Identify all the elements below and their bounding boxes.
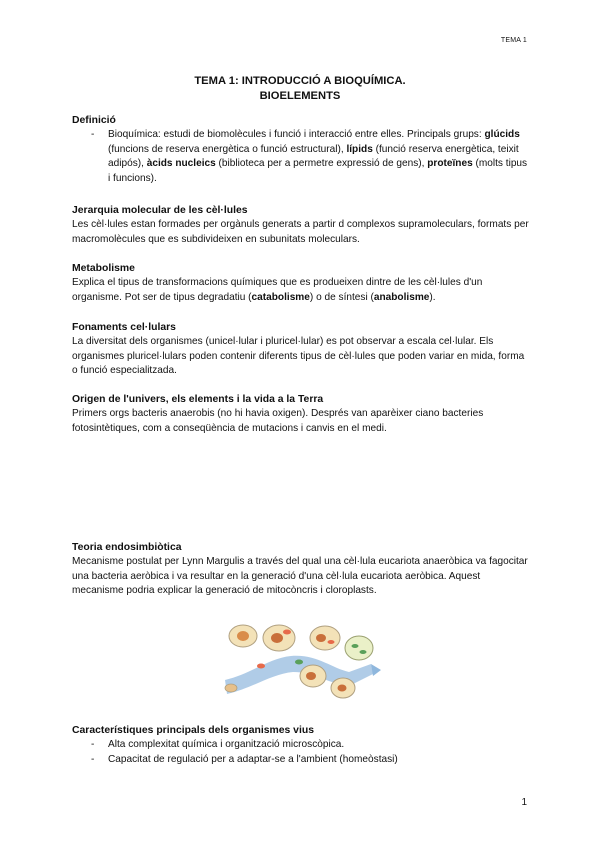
section-caracteristiques xyxy=(72,724,530,767)
running-header: TEMA 1 xyxy=(500,37,527,44)
mitochondrion xyxy=(328,640,335,644)
list-item: - Alta complexitat química i organització microscòpica. xyxy=(72,738,530,752)
paragraph: Explica el tipus de transformacions químiques que es produeixen dintre de les cèl·lules d'un organisme. Pot ser de tipus degradatiu (catabolisme) o de síntesi (anabolisme). xyxy=(72,277,483,303)
heading-origen: Origen de l'univers, els elements i la vida a la Terra xyxy=(72,394,324,405)
cyanobacterium xyxy=(295,660,303,665)
caracteristiques-list xyxy=(72,738,530,767)
section-jerarquia xyxy=(72,204,530,247)
cell-nucleus xyxy=(306,672,316,680)
paragraph: Primers orgs bacteris anaerobis (no hi havia oxigen). Després van aparèixer ciano bacteries fotosintètiques, com a conseqüència de mutacions i canvis en el medi. xyxy=(72,408,484,434)
list-item: - Bioquímica: estudi de biomolècules i funció i interacció entre elles. Principals grups: glúcids (funcions de reserva energètica o funció estructural), lípids (funció reserva energètica, teixit adipós), àcids nucleics (biblioteca per a permetre expressió de gens), proteïnes (molts tipus i funcions). xyxy=(91,129,528,184)
bold-term: anabolisme xyxy=(373,291,430,303)
section-teoria xyxy=(72,541,530,599)
bacterium xyxy=(283,630,291,635)
dash-bullet: - xyxy=(91,739,95,751)
bold-term: àcids nucleics xyxy=(146,158,216,170)
heading-jerarquia: Jerarquia molecular de les cèl·lules xyxy=(72,205,248,216)
bold-term: proteïnes xyxy=(427,158,473,170)
heading-caracteristiques: Característiques principals dels organismes vius xyxy=(72,725,314,736)
cell-plant xyxy=(345,636,373,660)
prokaryote xyxy=(225,684,237,692)
title-line-2: BIOELEMENTS xyxy=(259,89,341,102)
section-metabolisme xyxy=(72,262,530,305)
section-definicio xyxy=(72,114,530,186)
page-title xyxy=(0,74,600,103)
bold-term: glúcids xyxy=(484,129,520,141)
paragraph: La diversitat dels organismes (unicel·lular i pluricel·lular) es pot observar a escala cel·lular. Els organismes pluricel·lulars poden contenir diferents tipus de cèl·lules que poden variar en mida, forma o funció especialitzada. xyxy=(72,336,525,377)
chloroplast xyxy=(352,644,359,648)
definicio-list xyxy=(72,128,530,186)
heading-metabolisme: Metabolisme xyxy=(72,263,135,274)
endosymbiosis-illustration xyxy=(221,614,381,704)
title-line-1: TEMA 1: INTRODUCCIÓ A BIOQUÍMICA. xyxy=(194,75,406,87)
paragraph: Mecanisme postulat per Lynn Margulis a través del qual una cèl·lula eucariota anaeròbica va fagocitar una bacteria aeròbica i va resultar en la generació d'una cèl·lula eucariota aeròbica. Aquest mecanisme podria explicar la generació de mitocòncris i cloroplasts. xyxy=(72,556,528,597)
heading-teoria: Teoria endosimbiòtica xyxy=(72,542,182,553)
bold-term: lípids xyxy=(346,143,373,155)
cell-nucleus xyxy=(338,685,347,692)
page-number: 1 xyxy=(521,797,527,808)
list-item: - Capacitat de regulació per a adaptar-se a l'ambient (homeòstasi) xyxy=(72,753,530,767)
cell-nucleus xyxy=(237,631,249,641)
cell-nucleus xyxy=(271,633,283,643)
section-origen xyxy=(72,393,530,436)
section-fonaments xyxy=(72,321,530,379)
chloroplast xyxy=(360,650,367,654)
heading-fonaments: Fonaments cel·lulars xyxy=(72,322,176,333)
dash-bullet: - xyxy=(91,753,95,765)
cell-nucleus xyxy=(316,634,326,642)
bold-term: catabolisme xyxy=(251,291,310,303)
dash-bullet: - xyxy=(91,129,95,141)
paragraph: Les cèl·lules estan formades per orgànuls generats a partir d complexos supramoleculars, formats per macromolècules que es subdivideixen en subunitats moleculars. xyxy=(72,219,529,245)
bacterium xyxy=(257,664,265,669)
endosymbiosis-figure xyxy=(221,614,381,704)
heading-definicio: Definició xyxy=(72,115,116,126)
